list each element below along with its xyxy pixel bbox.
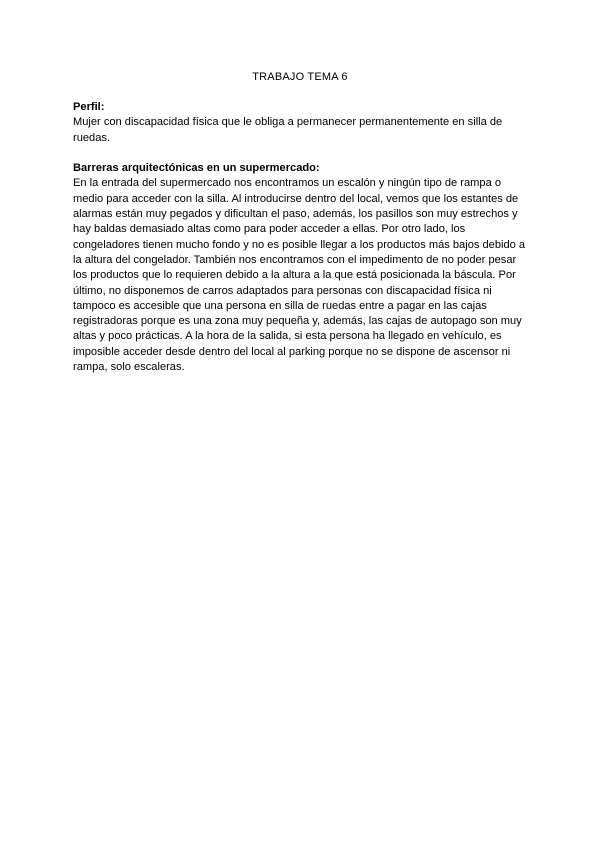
document-title: TRABAJO TEMA 6 bbox=[252, 71, 348, 83]
section-spacer bbox=[73, 146, 529, 161]
barriers-heading: Barreras arquitectónicas en un supermercado: bbox=[73, 162, 320, 175]
profile-heading: Perfil: bbox=[73, 101, 105, 113]
profile-text: Mujer con discapacidad física que le obliga a permanecer permanentemente en silla de ruedas. bbox=[73, 116, 503, 144]
barriers-text: En la entrada del supermercado nos encontramos un escalón y ningún tipo de rampa o medio para acceder con la silla. Al introducirse dentro del local, vemos que los estantes de alarmas están muy pegados y dificultan el paso, además, los pasillos son muy estrechos y hay baldas demasiado altas como para poder acceder a ellas. Por otro lado, los congeladores tienen mucho fondo y no es posible llegar a los productos más bajos debido a la altura del congelador. También nos encontramos con el impedimento de no poder pesar los productos que lo requieren debido a la altura a la que está posicionada la báscula. Por último, no disponemos de carros adaptados para personas con discapacidad física ni tampoco es accesible que una persona en silla de ruedas entre a pagar en las cajas registradoras porque es una zona muy pequeña y, además, las cajas de autopago son muy altas y poco prácticas. A la hora de la salida, si esta persona ha llegado en vehículo, es imposible acceder desde dentro del local al parking porque no se dispone de ascensor ni rampa, solo escaleras. bbox=[73, 177, 526, 374]
document-body bbox=[73, 100, 529, 375]
barriers-section bbox=[73, 161, 529, 375]
profile-section bbox=[73, 100, 529, 146]
